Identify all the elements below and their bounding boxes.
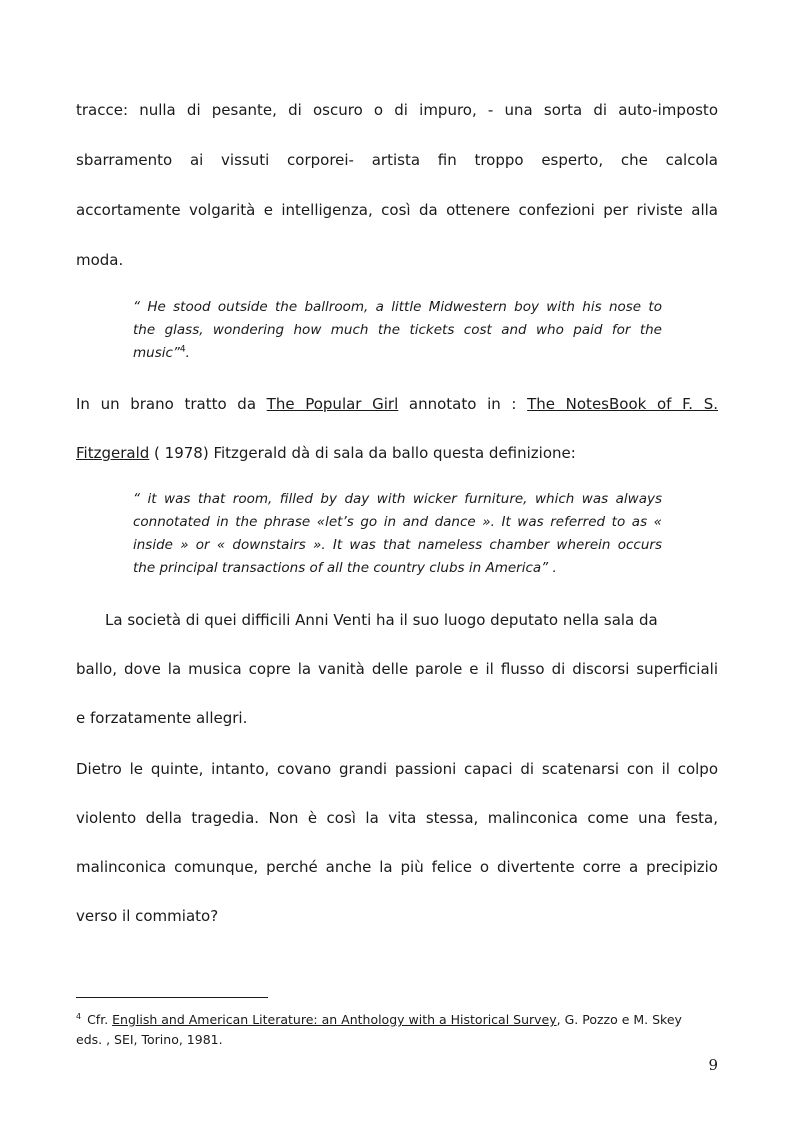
footnote-reference: 4	[179, 344, 186, 355]
paragraph-line	[76, 443, 718, 463]
footnote-separator	[76, 997, 268, 998]
quote-text: .	[185, 345, 190, 361]
paragraph-line: sbarramento ai vissuti corporei- artista fin troppo esperto, che calcola	[76, 151, 718, 169]
book-title: English and American Literature: an Anthology with a Historical Survey	[112, 1012, 557, 1027]
paragraph-line: ballo, dove la musica copre la vanità delle parole e il flusso di discorsi superficiali	[76, 660, 718, 678]
paragraph-line: La società di quei difficili Anni Venti ha il suo luogo deputato nella sala da	[105, 611, 658, 629]
quote-text: music”	[133, 345, 180, 361]
footnote-mark: 4	[76, 1011, 82, 1021]
footnote-line	[76, 1010, 718, 1030]
text-segment: , G. Pozzo e M. Skey	[556, 1012, 682, 1027]
paragraph-line: malinconica comunque, perché anche la più felice o divertente corre a precipizio	[76, 858, 718, 876]
paragraph-line: moda.	[76, 251, 124, 269]
block-quote	[133, 488, 662, 580]
book-title: The Popular Girl	[266, 395, 399, 413]
footnote-line: eds. , SEI, Torino, 1981.	[76, 1032, 223, 1047]
page-number: 9	[708, 1056, 718, 1074]
block-quote	[133, 296, 662, 365]
quote-line	[133, 342, 662, 365]
text-segment: Cfr.	[83, 1012, 113, 1027]
quote-line: the glass, wondering how much the tickets cost and who paid for the	[133, 322, 662, 338]
book-title: The NotesBook of F. S.	[527, 395, 719, 413]
paragraph-line: e forzatamente allegri.	[76, 709, 248, 727]
quote-line: inside » or « downstairs ». It was that nameless chamber wherein occurs	[133, 537, 662, 553]
text-segment: annotato in :	[398, 395, 528, 413]
paragraph-line: tracce: nulla di pesante, di oscuro o di impuro, - una sorta di auto-imposto	[76, 101, 718, 119]
paragraph-line: Dietro le quinte, intanto, covano grandi passioni capaci di scatenarsi con il colpo	[76, 760, 718, 778]
paragraph-line	[76, 394, 718, 414]
quote-line: “ He stood outside the ballroom, a little Midwestern boy with his nose to	[133, 299, 662, 315]
quote-line: the principal transactions of all the country clubs in America” .	[133, 560, 557, 576]
quote-line: “ it was that room, filled by day with wicker furniture, which was always	[133, 491, 662, 507]
paragraph-line: violento della tragedia. Non è così la vita stessa, malinconica come una festa,	[76, 809, 718, 827]
book-title: Fitzgerald	[76, 444, 150, 462]
paragraph-line: verso il commiato?	[76, 907, 219, 925]
text-segment: In un brano tratto da	[76, 395, 267, 413]
quote-line: connotated in the phrase «let’s go in and dance ». It was referred to as «	[133, 514, 662, 530]
text-segment: ( 1978) Fitzgerald dà di sala da ballo questa definizione:	[149, 444, 576, 462]
paragraph-line: accortamente volgarità e intelligenza, così da ottenere confezioni per riviste alla	[76, 201, 718, 219]
